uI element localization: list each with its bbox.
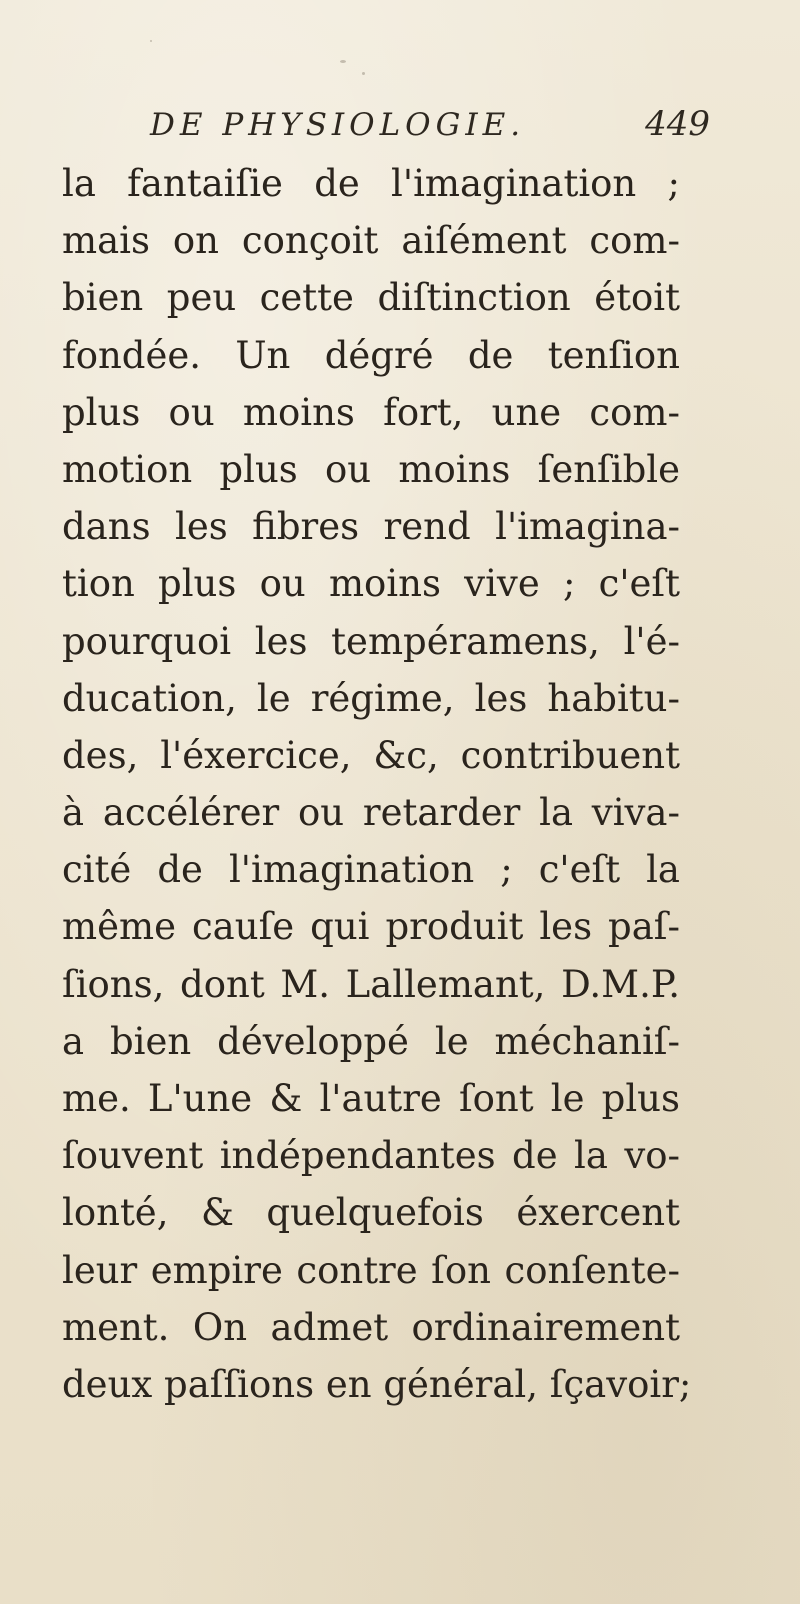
paper-speck (340, 60, 346, 63)
text-line: fondée. Un dégré de tenſion (62, 333, 680, 377)
paper-speck (362, 72, 365, 75)
running-title: DE PHYSIOLOGIE. (150, 107, 526, 143)
text-line: à accélérer ou retarder la viva- (62, 791, 680, 835)
text-line: cité de l'imagination ; c'eſt la (62, 848, 680, 892)
text-line: ment. On admet ordinairement (62, 1305, 680, 1349)
page-number: 449 (645, 104, 710, 144)
text-line: dans les fibres rend l'imagina- (62, 505, 680, 549)
text-line: même cauſe qui produit les paſ- (62, 905, 680, 949)
text-line: ſions, dont M. Lallemant, D.M.P. (62, 962, 680, 1006)
text-line: lonté, & quelquefois éxercent (62, 1191, 680, 1235)
text-line: deux paſſions en général, ſçavoir; (62, 1362, 692, 1406)
text-line: pourquoi les tempéramens, l'é- (62, 619, 680, 663)
text-line: ſouvent indépendantes de la vo- (62, 1134, 680, 1178)
text-line: mais on conçoit aiſément com- (62, 219, 680, 263)
text-line: a bien développé le méchaniſ- (62, 1019, 680, 1063)
text-line: des, l'éxercice, &c, contribuent (62, 733, 680, 777)
text-line: la fantaiſie de l'imagination ; (62, 162, 680, 205)
text-line: bien peu cette diſtinction étoit (62, 276, 680, 320)
text-line: motion plus ou moins ſenſible (62, 447, 680, 491)
text-line: tion plus ou moins vive ; c'eſt (62, 562, 680, 606)
text-line: leur empire contre ſon conſente- (62, 1248, 680, 1292)
body-text (62, 155, 692, 1413)
running-header (150, 104, 710, 150)
text-line: plus ou moins fort, une com- (62, 390, 680, 434)
text-line: ducation, le régime, les habitu- (62, 676, 680, 720)
text-line: me. L'une & l'autre ſont le plus (62, 1077, 680, 1120)
paper-speck (150, 40, 152, 42)
